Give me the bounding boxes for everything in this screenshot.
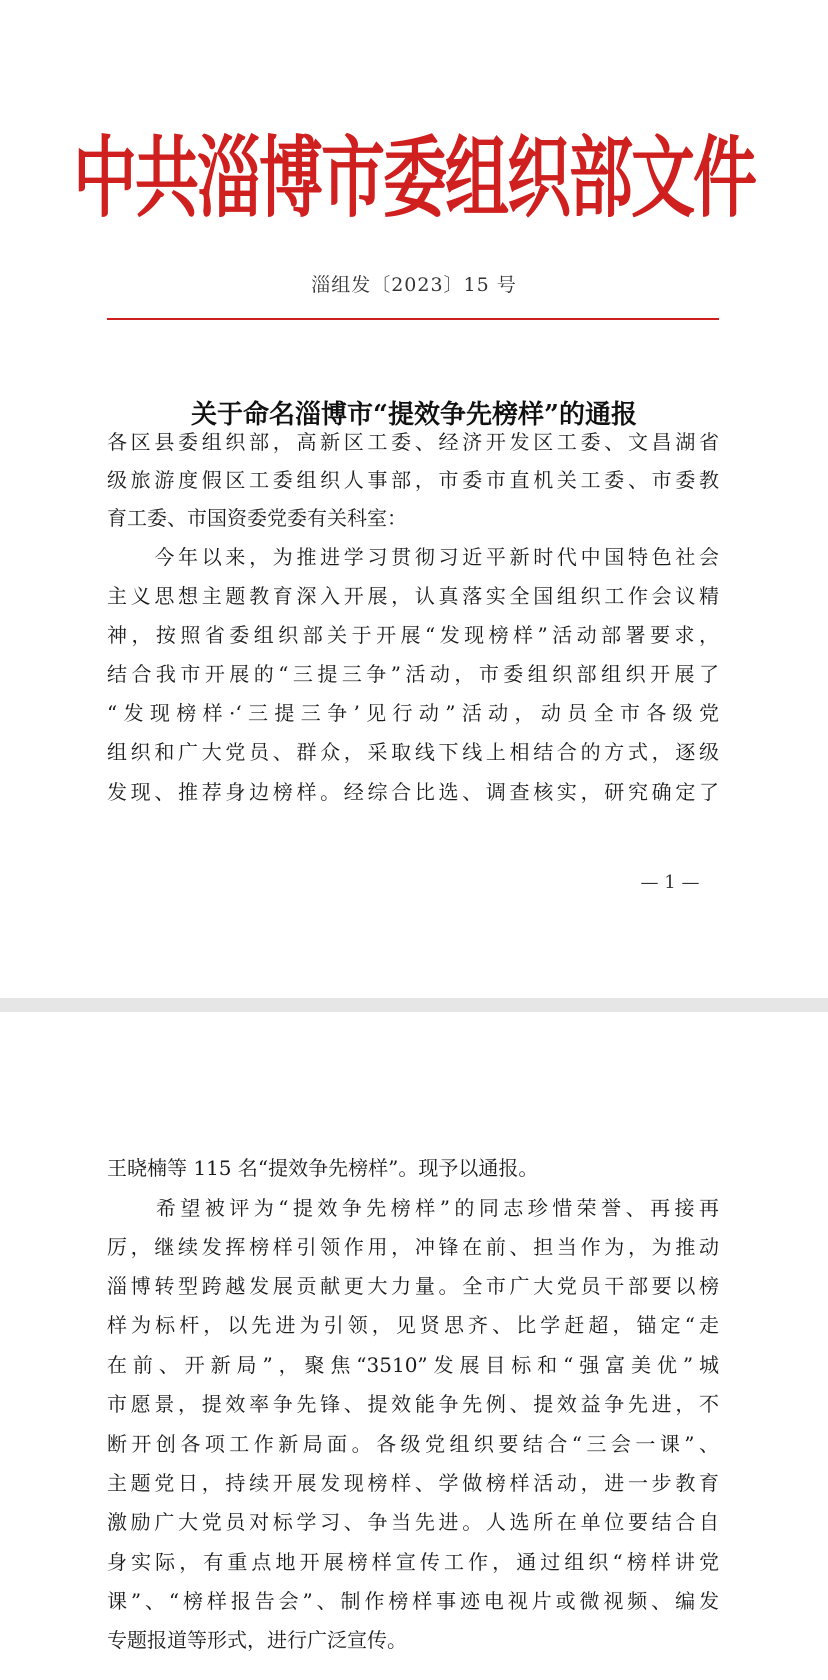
body-line: “发现榜样·‘三提三争’见行动”活动，动员全市各级党: [107, 701, 719, 725]
body-line: 王晓楠等 115 名“提效争先榜样”。现予以通报。: [107, 1156, 539, 1180]
body-line: 身实际，有重点地开展榜样宣传工作，通过组织“榜样讲党: [107, 1550, 719, 1574]
body-line: 组织和广大党员、群众，采取线下线上相结合的方式，逐级: [107, 740, 719, 764]
body-line: 专题报道等形式，进行广泛宣传。: [107, 1628, 407, 1652]
document-page-2: [0, 1012, 828, 1680]
body-line: 各区县委组织部，高新区工委、经济开发区工委、文昌湖省: [107, 430, 719, 454]
red-divider: [107, 318, 719, 320]
body-line: 神，按照省委组织部关于开展“发现榜样”活动部署要求，: [107, 623, 719, 647]
body-line: 今年以来，为推进学习贯彻习近平新时代中国特色社会: [107, 545, 719, 569]
body-line: 主义思想主题教育深入开展，认真落实全国组织工作会议精: [107, 584, 719, 608]
document-title: 关于命名淄博市“提效争先榜样”的通报: [191, 400, 637, 430]
page-number: — 1 —: [640, 872, 700, 893]
document-number: 淄组发〔2023〕15 号: [311, 274, 517, 296]
body-line: 育工委、市国资委党委有关科室：: [107, 506, 407, 530]
body-line: 发现、推荐身边榜样。经综合比选、调查核实，研究确定了: [107, 780, 719, 804]
body-line: 厉，继续发挥榜样引领作用，冲锋在前、担当作为，为推动: [107, 1235, 719, 1259]
body-line: 淄博转型跨越发展贡献更大力量。全市广大党员干部要以榜: [107, 1274, 719, 1298]
body-line: 样为标杆，以先进为引领，见贤思齐、比学赶超，锚定“走: [107, 1313, 719, 1337]
body-line: 断开创各项工作新局面。各级党组织要结合“三会一课”、: [107, 1432, 719, 1456]
body-line: 级旅游度假区工委组织人事部，市委市直机关工委、市委教: [107, 468, 719, 492]
body-line: 市愿景，提效率争先锋、提效能争先例、提效益争先进，不: [107, 1392, 719, 1416]
body-line: 结合我市开展的“三提三争”活动，市委组织部组织开展了: [107, 662, 719, 686]
body-line: 课”、“榜样报告会”、制作榜样事迹电视片或微视频、编发: [107, 1589, 719, 1613]
body-line: 在前、开新局”，聚焦“3510”发展目标和“强富美优”城: [107, 1353, 719, 1377]
masthead-title: 中共淄博市委组织部文件: [73, 128, 755, 231]
body-line: 激励广大党员对标学习、争当先进。人选所在单位要结合自: [107, 1510, 719, 1534]
body-line: 主题党日，持续开展发现榜样、学做榜样活动，进一步教育: [107, 1471, 719, 1495]
body-line: 希望被评为“提效争先榜样”的同志珍惜荣誉、再接再: [107, 1196, 719, 1220]
